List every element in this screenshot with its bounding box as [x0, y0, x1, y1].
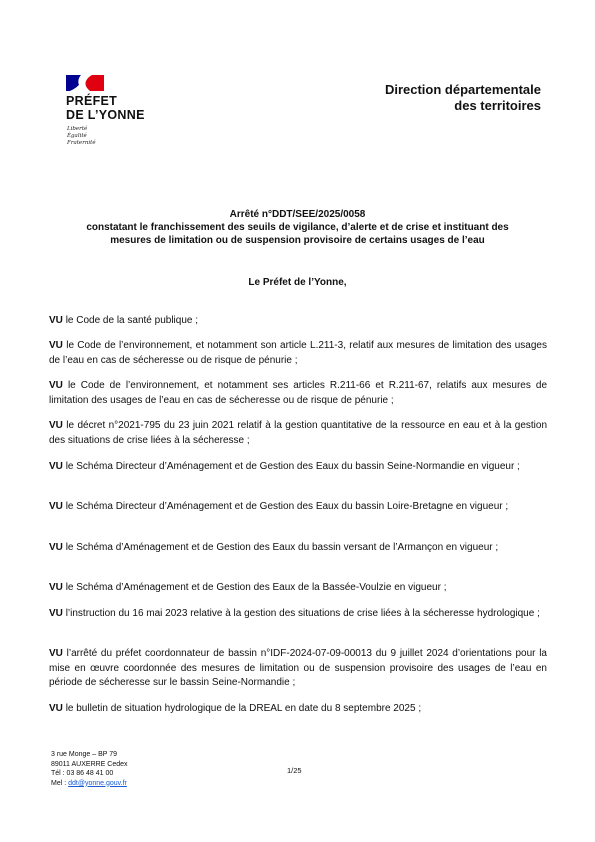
motto-fraternite: Fraternité — [67, 140, 96, 146]
vu-prefix: VU — [49, 420, 63, 431]
consideration-text: le Code de l’environnement, et notamment son article L.211-3, relatif aux mesures de limitation des usages de l’eau en cas de sécheresse ou de risque de pénurie ; — [49, 340, 547, 366]
vu-prefix: VU — [49, 501, 63, 512]
vu-prefix: VU — [49, 461, 63, 472]
consideration-paragraph — [49, 379, 547, 408]
consideration-paragraph — [49, 647, 547, 691]
footer-mail-line — [51, 779, 128, 789]
vu-prefix: VU — [49, 315, 63, 326]
consideration-text: le Code de la santé publique ; — [65, 315, 199, 326]
direction-heading — [385, 82, 541, 114]
motto-egalite: Égalité — [67, 133, 87, 139]
vu-prefix: VU — [49, 703, 63, 714]
consideration-text: l’instruction du 16 mai 2023 relative à la gestion des situations de crise liées à la sécheresse hydrologique ; — [65, 608, 540, 619]
vu-prefix: VU — [49, 582, 63, 593]
logo-prefet-text: PRÉFET — [66, 94, 118, 108]
footer-phone: Tél : 03 86 48 41 00 — [51, 770, 114, 777]
vu-prefix: VU — [49, 542, 63, 553]
consideration-text: le Schéma Directeur d’Aménagement et de Gestion des Eaux du bassin Loire-Bretagne en vigueur ; — [65, 501, 509, 512]
consideration-text: le Schéma d’Aménagement et de Gestion des Eaux de la Bassée-Voulzie en vigueur ; — [65, 582, 447, 593]
direction-line-1: Direction départementale — [384, 82, 541, 97]
consideration-paragraph — [49, 581, 547, 596]
consideration-paragraph — [49, 702, 547, 717]
consideration-text: le Schéma Directeur d’Aménagement et de Gestion des Eaux du bassin Seine-Normandie en vigueur ; — [65, 461, 520, 472]
consideration-paragraph — [49, 500, 547, 515]
footer-email-link[interactable]: ddt@yonne.gouv.fr — [68, 779, 127, 787]
consideration-text: le Code de l’environnement, et notamment ses articles R.211-66 et R.211-67, relatifs aux mesures de limitation des usages de l’eau en cas de sécheresse ou de risque de pénurie ; — [49, 380, 548, 406]
consideration-text: le bulletin de situation hydrologique de la DREAL en date du 8 septembre 2025 ; — [65, 703, 422, 714]
decree-subject-line-1: constatant le franchissement des seuils de vigilance, d’alerte et de crise et instituant des — [86, 222, 509, 233]
consideration-paragraph — [49, 419, 547, 448]
vu-prefix: VU — [49, 380, 63, 391]
direction-line-2: des territoires — [454, 98, 541, 113]
consideration-paragraph — [49, 607, 547, 622]
consideration-text: le décret n°2021-795 du 23 juin 2021 relatif à la gestion quantitative de la ressource en eau et à la gestion des situations de crise liées à la sécheresse ; — [49, 420, 548, 446]
motto-liberte: Liberté — [67, 126, 88, 132]
vu-prefix: VU — [49, 608, 63, 619]
vu-prefix: VU — [49, 648, 63, 659]
footer-mail-label: Mel : — [51, 779, 67, 787]
footer-city: 89011 AUXERRE Cedex — [51, 760, 128, 768]
prefet-heading: Le Préfet de l’Yonne, — [248, 277, 347, 288]
decree-number: Arrêté n°DDT/SEE/2025/0058 — [229, 209, 366, 220]
consideration-paragraph — [49, 460, 547, 475]
consideration-paragraph — [49, 339, 547, 368]
consideration-paragraph — [49, 314, 547, 329]
vu-prefix: VU — [49, 340, 63, 351]
consideration-text: l’arrêté du préfet coordonnateur de bassin n°IDF-2024-07-09-00013 du 9 juillet 2024 d’orientations pour la mise en œuvre coordonnée des mesures de limitation ou de suspension provisoire des usages de l’eau en période de sécheresse sur le bassin Seine-Normandie ; — [49, 648, 547, 688]
logo-yonne-text: DE L’YONNE — [66, 108, 145, 122]
footer-address — [51, 750, 128, 788]
page-number: 1/25 — [287, 766, 302, 775]
footer-street: 3 rue Monge – BP 79 — [51, 751, 118, 758]
marianne-flag-icon — [66, 75, 104, 91]
consideration-text: le Schéma d’Aménagement et de Gestion des Eaux du bassin versant de l’Armançon en vigueur ; — [65, 542, 499, 553]
decree-subject-line-2: mesures de limitation ou de suspension provisoire de certains usages de l’eau — [110, 235, 485, 246]
consideration-paragraph — [49, 541, 547, 556]
decree-title — [40, 208, 555, 247]
